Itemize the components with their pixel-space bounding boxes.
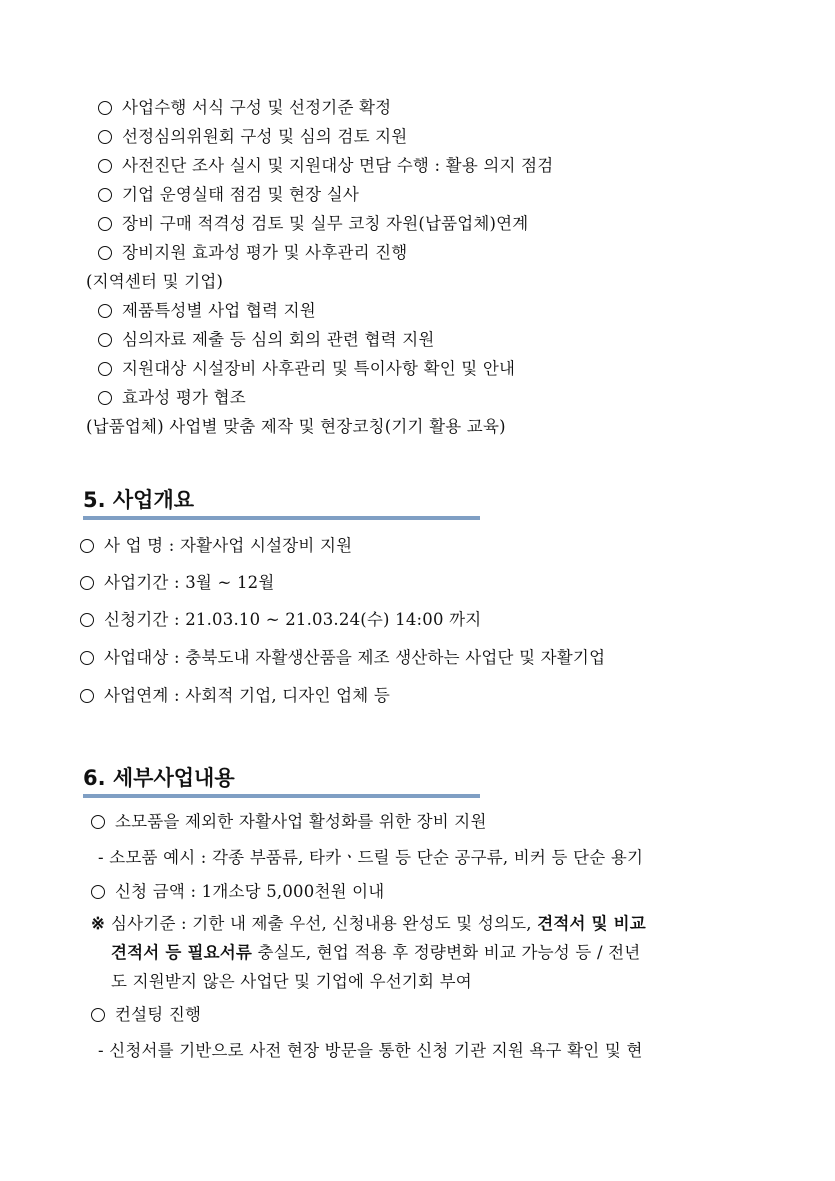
reference-mark: ※ <box>91 914 106 933</box>
circle-bullet-icon <box>98 188 112 202</box>
list-item: 사업대상 : 충북도내 자활생산품을 제조 생산하는 사업단 및 자활기업 <box>80 647 605 669</box>
list-item: 효과성 평가 협조 <box>98 387 246 409</box>
section-6-heading: 6. 세부사업내용 <box>83 766 235 790</box>
circle-bullet-icon <box>80 539 94 553</box>
list-item: 사업기간 : 3월 ~ 12월 <box>80 572 275 594</box>
supplier-line: (납품업체) 사업별 맞춤 제작 및 현장코칭(기기 활용 교육) <box>86 417 506 436</box>
list-item: 사업연계 : 사회적 기업, 디자인 업체 등 <box>80 685 390 707</box>
list-item: 소모품을 제외한 자활사업 활성화를 위한 장비 지원 <box>91 811 487 833</box>
list-item: 사전진단 조사 실시 및 지원대상 면담 수행 : 활용 의지 점검 <box>98 155 553 177</box>
circle-bullet-icon <box>98 333 112 347</box>
list-item: 장비 구매 적격성 검토 및 실무 코칭 자원(납품업체)연계 <box>98 213 528 235</box>
circle-bullet-icon <box>98 217 112 231</box>
list-item: 신청 금액 : 1개소당 5,000천원 이내 <box>91 881 384 903</box>
list-item: 제품특성별 사업 협력 지원 <box>98 300 316 322</box>
circle-bullet-icon <box>98 362 112 376</box>
list-item: 장비지원 효과성 평가 및 사후관리 진행 <box>98 242 407 264</box>
circle-bullet-icon <box>98 304 112 318</box>
section-5-rule <box>83 516 480 520</box>
circle-bullet-icon <box>80 576 94 590</box>
list-item: 심의자료 제출 등 심의 회의 관련 협력 지원 <box>98 329 434 351</box>
circle-bullet-icon <box>98 391 112 405</box>
list-item: 사 업 명 : 자활사업 시설장비 지원 <box>80 535 352 557</box>
circle-bullet-icon <box>98 130 112 144</box>
circle-bullet-icon <box>80 689 94 703</box>
circle-bullet-icon <box>91 1008 105 1022</box>
circle-bullet-icon <box>80 613 94 627</box>
sub-item: - 소모품 예시 : 각종 부품류, 타카ㆍ드릴 등 단순 공구류, 비커 등 단순 용기 <box>98 848 644 867</box>
note-line: ※ 심사기준 : 기한 내 제출 우선, 신청내용 완성도 및 성의도, 견적서 및 비교 <box>91 914 646 933</box>
sub-item: - 신청서를 기반으로 사전 현장 방문을 통한 신청 기관 지원 욕구 확인 및 현 <box>98 1041 643 1060</box>
circle-bullet-icon <box>91 885 105 899</box>
list-item: 기업 운영실태 점검 및 현장 실사 <box>98 184 359 206</box>
circle-bullet-icon <box>98 246 112 260</box>
note-line: 도 지원받지 않은 사업단 및 기업에 우선기회 부여 <box>111 972 472 991</box>
list-item: 신청기간 : 21.03.10 ~ 21.03.24(수) 14:00 까지 <box>80 609 481 631</box>
section-5-heading: 5. 사업개요 <box>83 488 195 512</box>
circle-bullet-icon <box>91 815 105 829</box>
list-item: 컨설팅 진행 <box>91 1004 201 1026</box>
circle-bullet-icon <box>98 159 112 173</box>
list-item: 선정심의위원회 구성 및 심의 검토 지원 <box>98 126 407 148</box>
list-item: 지원대상 시설장비 사후관리 및 특이사항 확인 및 안내 <box>98 358 515 380</box>
circle-bullet-icon <box>98 101 112 115</box>
note-line: 견적서 등 필요서류 충실도, 현업 적용 후 정량변화 비교 가능성 등 / 전년 <box>111 943 641 962</box>
list-item: 사업수행 서식 구성 및 선정기준 확정 <box>98 97 391 119</box>
circle-bullet-icon <box>80 651 94 665</box>
section-6-rule <box>83 794 480 798</box>
regional-label: (지역센터 및 기업) <box>86 272 224 291</box>
